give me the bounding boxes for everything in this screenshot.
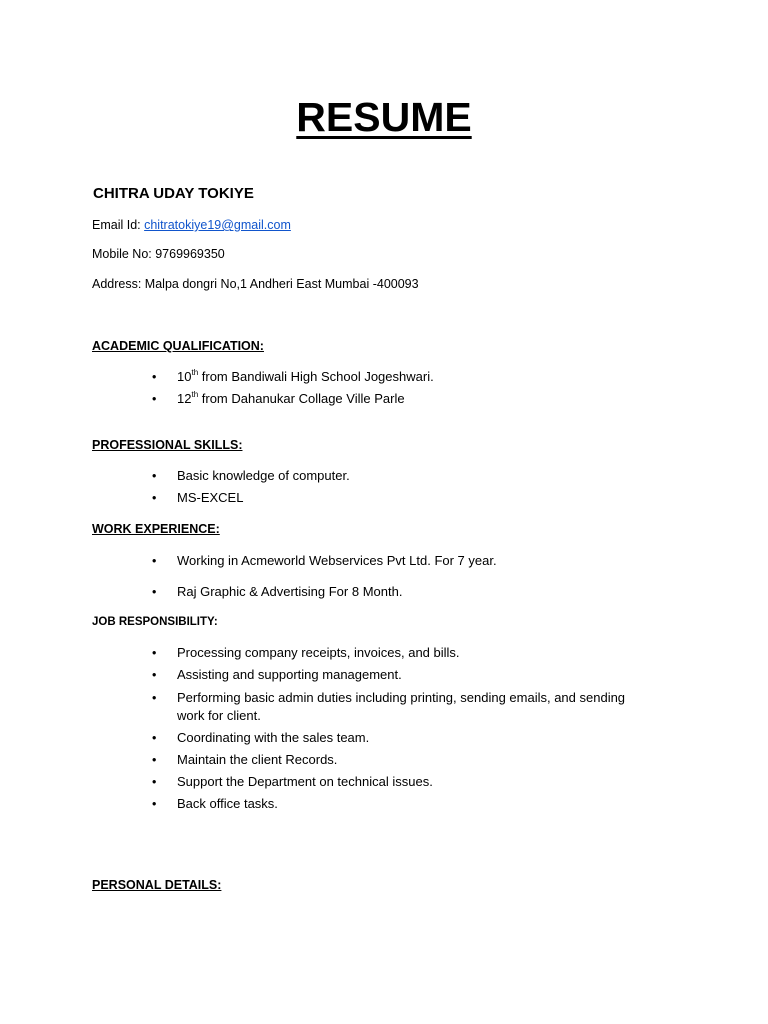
academic-item-1: 10th from Bandiwali High School Jogeshwari. [177, 368, 434, 384]
skills-heading: PROFESSIONAL SKILLS: [92, 438, 243, 452]
skills-bullet-2: • [152, 491, 157, 505]
academic-item-2: 12th from Dahanukar Collage Ville Parle [177, 390, 405, 406]
mobile-line: Mobile No: 9769969350 [92, 247, 225, 261]
skills-item-2: MS-EXCEL [177, 490, 244, 505]
experience-item-1: Working in Acmeworld Webservices Pvt Ltd. For 7 year. [177, 553, 497, 568]
skills-item-1: Basic knowledge of computer. [177, 468, 350, 483]
responsibility-heading: JOB RESPONSIBILITY: [92, 616, 218, 628]
candidate-name: CHITRA UDAY TOKIYE [93, 185, 254, 202]
email-link[interactable]: chitratokiye19@gmail.com [144, 218, 291, 232]
responsibility-bullet-1: • [152, 646, 157, 660]
responsibility-item-6: Support the Department on technical issues. [177, 774, 433, 789]
responsibility-bullet-5: • [152, 753, 157, 767]
responsibility-item-3: Performing basic admin duties including printing, sending emails, and sending [177, 690, 626, 705]
responsibility-item-4: Coordinating with the sales team. [177, 730, 370, 745]
responsibility-item-1: Processing company receipts, invoices, and bills. [177, 645, 460, 660]
page-title: RESUME [296, 94, 472, 140]
skills-bullet-1: • [152, 469, 157, 483]
responsibility-item-5: Maintain the client Records. [177, 752, 338, 767]
responsibility-item-7: Back office tasks. [177, 796, 278, 811]
responsibility-item-3-continued: work for client. [177, 708, 261, 723]
experience-item-2: Raj Graphic & Advertising For 8 Month. [177, 584, 403, 599]
email-line [92, 216, 291, 234]
experience-bullet-2: • [152, 585, 157, 599]
responsibility-bullet-2: • [152, 668, 157, 682]
personal-heading: PERSONAL DETAILS: [92, 878, 222, 892]
responsibility-item-2: Assisting and supporting management. [177, 667, 402, 682]
responsibility-bullet-4: • [152, 731, 157, 745]
academic-bullet-1: • [152, 370, 157, 384]
experience-heading: WORK EXPERIENCE: [92, 522, 220, 536]
academic-bullet-2: • [152, 392, 157, 406]
address-line: Address: Malpa dongri No,1 Andheri East Mumbai -400093 [92, 277, 419, 291]
experience-bullet-1: • [152, 554, 157, 568]
responsibility-bullet-3: • [152, 691, 157, 705]
responsibility-bullet-6: • [152, 775, 157, 789]
academic-heading: ACADEMIC QUALIFICATION: [92, 339, 264, 353]
responsibility-bullet-7: • [152, 797, 157, 811]
email-label: Email Id: [92, 218, 145, 232]
